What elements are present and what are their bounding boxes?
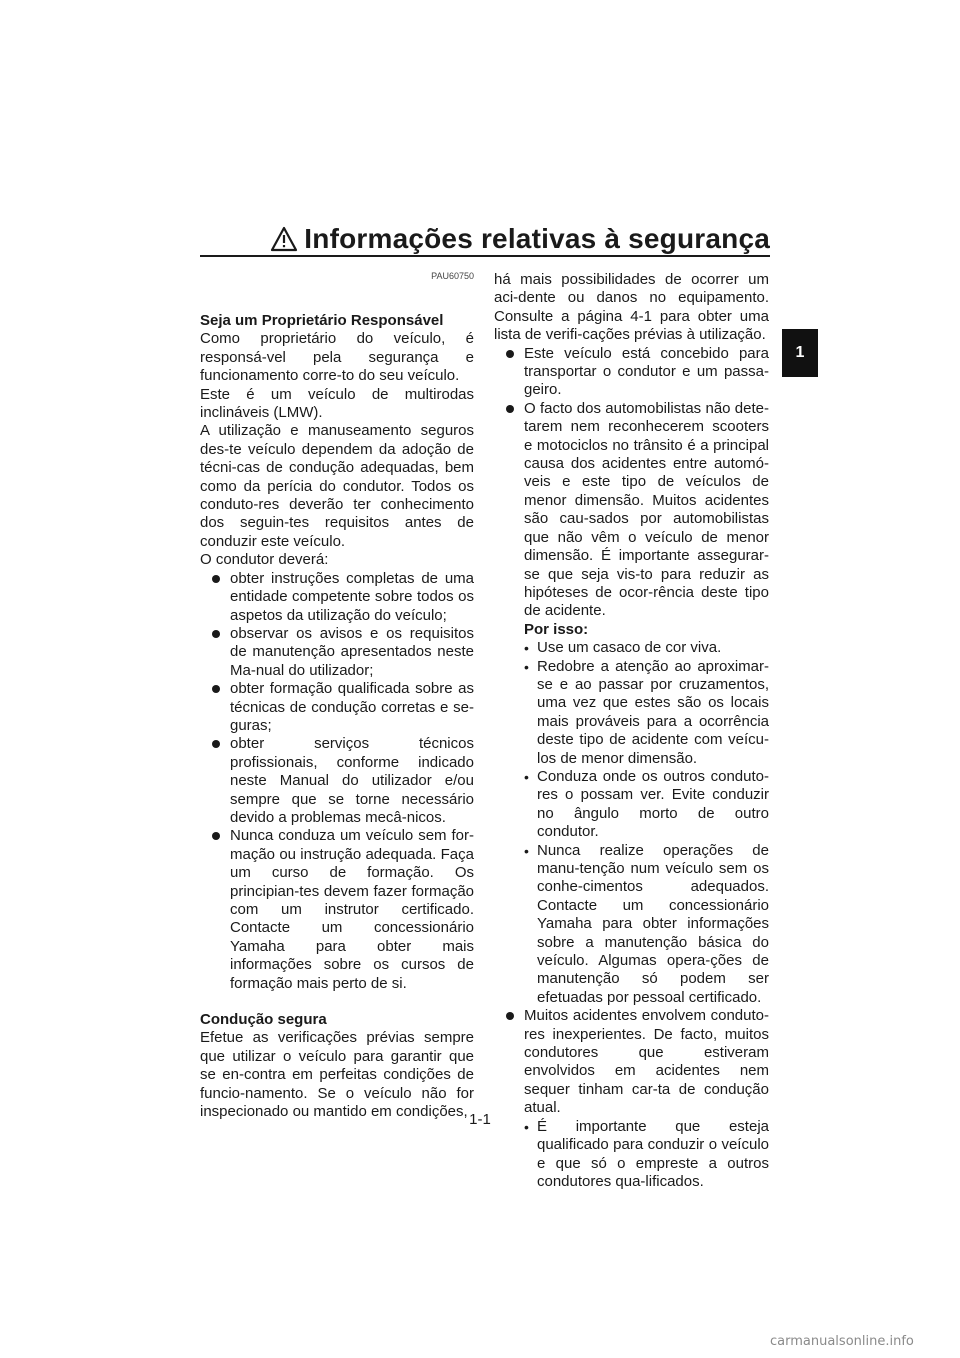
sub-list-item: • Conduza onde os outros conduto-res o possam ver. Evite conduzir no ângulo morto de outro condutor. (524, 768, 769, 842)
subheading-therefore: Por isso: (524, 620, 589, 638)
chapter-tab: 1 (782, 329, 818, 377)
section-heading-responsible-owner: Seja um Proprietário Responsável (200, 312, 444, 329)
list-item: obter serviços técnicos profissionais, conforme indicado neste Manual do utilizador e/ou sempre que se torne necessário devido a problemas mecâ-nicos. (200, 735, 474, 827)
page-header (200, 222, 770, 256)
page-number: 1-1 (469, 1111, 491, 1128)
list-item-text: O facto dos automobilistas não dete-tarem nem reconhecerem scooters e motociclos no trânsito é a principal causa dos acidentes entre automó-veis e este tipo de veículos de menor dimensão. Muitos acidentes são cau-sados por automobilistas que não vêm o veículo de menor dimensão. É importante assegurar-se que seja vis-to para reduzir as hipóteses de ocor-rência deste tipo de acidente. (524, 399, 769, 620)
doc-code: PAU60750 (431, 271, 474, 281)
right-column (494, 271, 769, 1191)
paragraph: há mais possibilidades de ocorrer um aci-dente ou danos no equipamento. Consulte a página 4-1 para obter uma lista de verifi-cações prévias à utilização. (494, 271, 769, 344)
header-rule (200, 255, 770, 257)
list-item: obter instruções completas de uma entidade competente sobre todos os aspetos da utilização do veículo; (200, 570, 474, 625)
warning-triangle-icon (270, 226, 298, 252)
sub-list-item: • É importante que esteja qualificado para conduzir o veículo e que só o empreste a outros condutores qua-lificados. (524, 1118, 769, 1192)
sub-list-item: • Use um casaco de cor viva. (524, 639, 769, 657)
list-item: Nunca conduza um veículo sem for-mação ou instrução adequada. Faça um curso de formação. Os principian-tes devem fazer formação com um instrutor certificado. Contacte um concessionário Yamaha para obter mais informações sobre os cursos de formação mais perto de si. (200, 827, 474, 993)
list-item-text: Muitos acidentes envolvem conduto-res inexperientes. De facto, muitos condutores que estiveram envolvidos em acidentes nem sequer tinham car-ta de condução atual. (524, 1007, 769, 1117)
sub-list-item: • Redobre a atenção ao aproximar-se e ao passar por cruzamentos, uma vez que estes são os locais mais prováveis para a ocorrência deste tipo de acidente com veícu-los de menor dimensão. (524, 658, 769, 768)
list-item (494, 1007, 769, 1191)
sub-list (524, 639, 769, 1007)
list-item: observar os avisos e os requisitos de manutenção apresentados neste Ma-nual do utilizador; (200, 625, 474, 680)
paragraph: Este é um veículo de multirodas inclináveis (LMW). (200, 385, 474, 422)
sub-list (524, 1118, 769, 1192)
left-column (200, 270, 474, 1121)
paragraph: Como proprietário do veículo, é responsá-vel pela segurança e funcionamento corre-to do seu veículo. (200, 330, 474, 385)
sub-list-item: • Nunca realize operações de manu-tenção num veículo sem os conhe-cimentos adequados. Contacte um concessionário Yamaha para obter informações sobre a manutenção básica do veículo. Algumas opera-ções de manutenção só podem ser efetuadas por pessoal certificado. (524, 842, 769, 1008)
list-item (494, 400, 769, 1007)
section-heading-safe-riding: Condução segura (200, 1011, 327, 1029)
list-item: obter formação qualificada sobre as técnicas de condução corretas e se-guras; (200, 680, 474, 735)
paragraph: O condutor deverá: (200, 551, 329, 569)
safety-list (494, 345, 769, 1192)
rider-requirements-list (200, 570, 474, 993)
paragraph: A utilização e manuseamento seguros des-te veículo dependem da adoção de técni-cas de condução adequadas, bem como da perícia do condutor. Todos os conduto-res deverão ter conhecimento dos seguin-tes requisitos antes de conduzir este veículo. (200, 422, 474, 550)
paragraph: Efetue as verificações prévias sempre que utilizar o veículo para garantir que se en-contra em perfeitas condições de funcio-namento. Se o veículo não for inspecionado ou mantido em condições, (200, 1029, 474, 1121)
page-title: Informações relativas à segurança (304, 223, 770, 254)
watermark: carmanualsonline.info (770, 1334, 914, 1349)
list-item: Este veículo está concebido para transportar o condutor e um passa-geiro. (494, 345, 769, 400)
